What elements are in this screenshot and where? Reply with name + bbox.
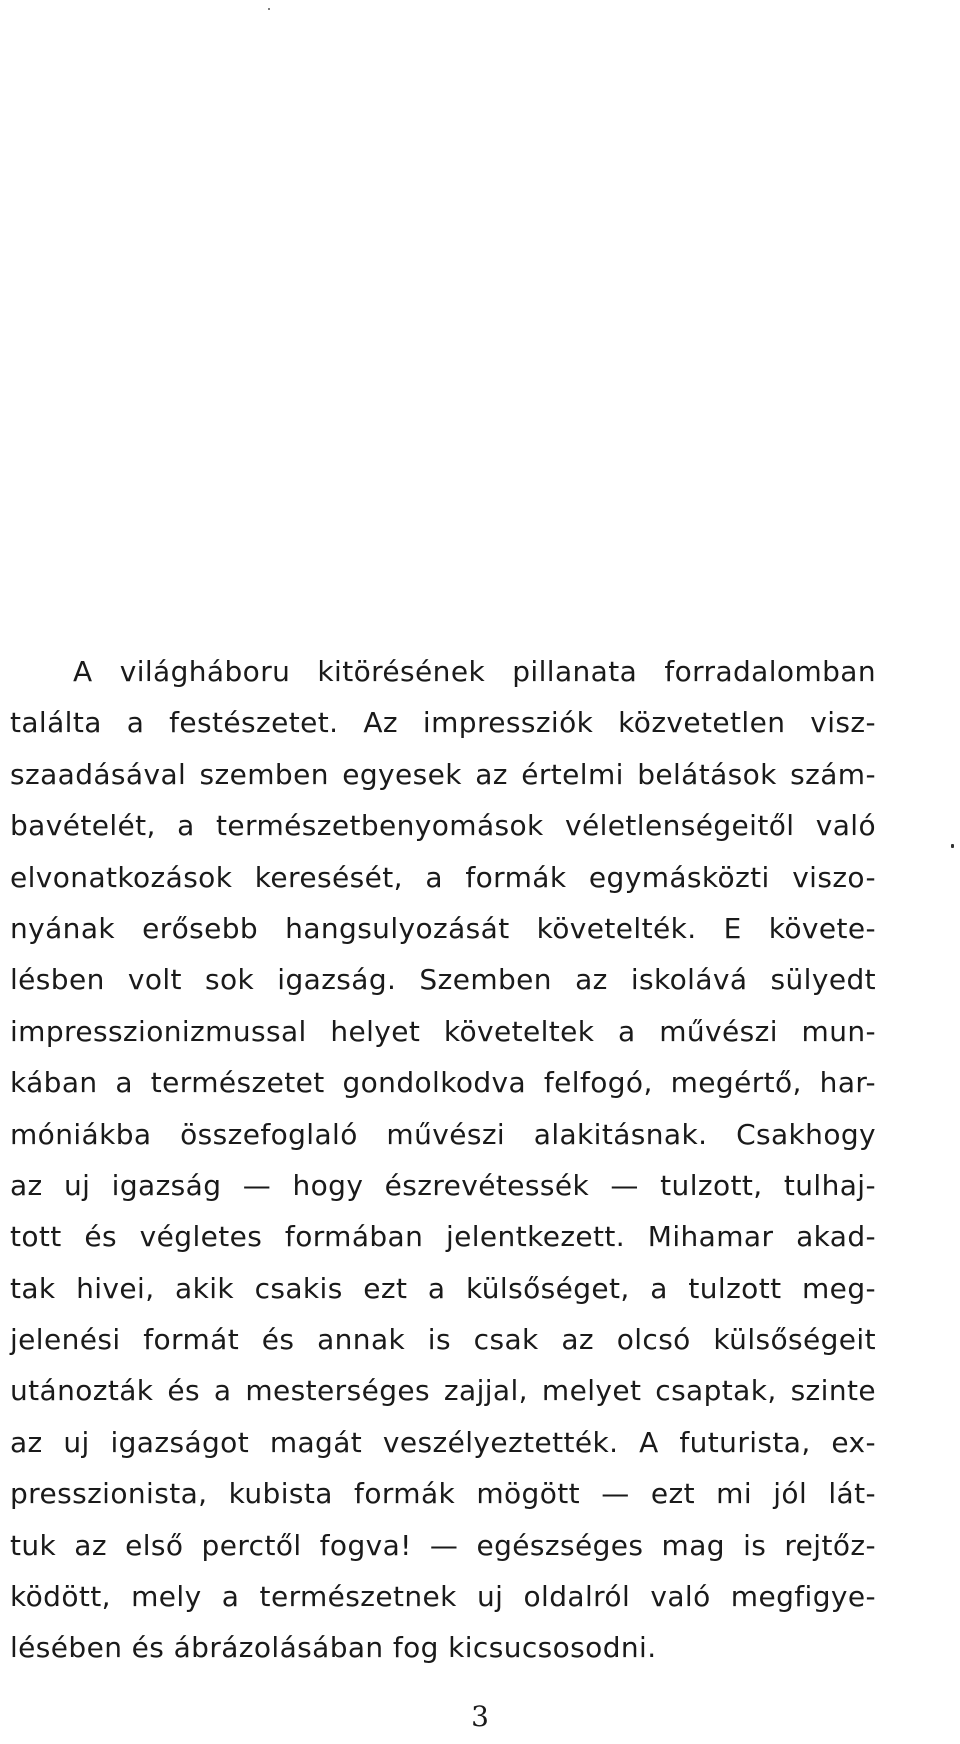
- paragraph-line: utánozták és a mesterséges zajjal, melyet csaptak, szinte: [10, 1374, 876, 1408]
- page-number-label: 3: [471, 1700, 489, 1733]
- paragraph-line: az uj igazság — hogy észrevétessék — tulzott, tulhaj-: [10, 1168, 876, 1202]
- paragraph-line: presszionista, kubista formák mögött — ezt mi jól lát-: [10, 1477, 876, 1511]
- print-speck: [951, 844, 954, 848]
- paragraph-line: bavételét, a természetbenyomások véletlenségeitől való: [10, 809, 876, 843]
- paragraph-line: ködött, mely a természetnek uj oldalról való megfigye-: [10, 1580, 876, 1614]
- print-speck: [268, 8, 270, 10]
- paragraph-line: A világháboru kitörésének pillanata forradalomban: [73, 655, 876, 688]
- paragraph-line: móniákba összefoglaló művészi alakitásnak. Csakhogy: [10, 1117, 876, 1151]
- body-paragraph: [10, 646, 876, 1674]
- paragraph-line: lésben volt sok igazság. Szemben az iskolává sülyedt: [10, 963, 876, 997]
- paragraph-line: tak hivei, akik csakis ezt a külsőséget, a tulzott meg-: [10, 1271, 876, 1305]
- paragraph-line: az uj igazságot magát veszélyeztették. A futurista, ex-: [10, 1425, 876, 1459]
- paragraph-line: tuk az első perctől fogva! — egészséges mag is rejtőz-: [10, 1528, 876, 1562]
- paragraph-line: impresszionizmussal helyet követeltek a művészi mun-: [10, 1014, 876, 1048]
- paragraph-line: tott és végletes formában jelentkezett. Mihamar akad-: [10, 1220, 876, 1254]
- paragraph-line: találta a festészetet. Az impressziók közvetetlen visz-: [10, 706, 876, 740]
- paragraph-line: elvonatkozások keresését, a formák egymásközti viszo-: [10, 860, 876, 894]
- page-number: [0, 1700, 960, 1733]
- paragraph-line: lésében és ábrázolásában fog kicsucsosodni.: [10, 1631, 657, 1665]
- paragraph-line: jelenési formát és annak is csak az olcsó külsőségeit: [10, 1323, 876, 1357]
- paragraph-line: kában a természetet gondolkodva felfogó, megértő, har-: [10, 1066, 876, 1100]
- paragraph-line: szaadásával szemben egyesek az értelmi belátások szám-: [10, 757, 876, 791]
- paragraph-line: nyának erősebb hangsulyozását követelték. E követe-: [10, 911, 876, 945]
